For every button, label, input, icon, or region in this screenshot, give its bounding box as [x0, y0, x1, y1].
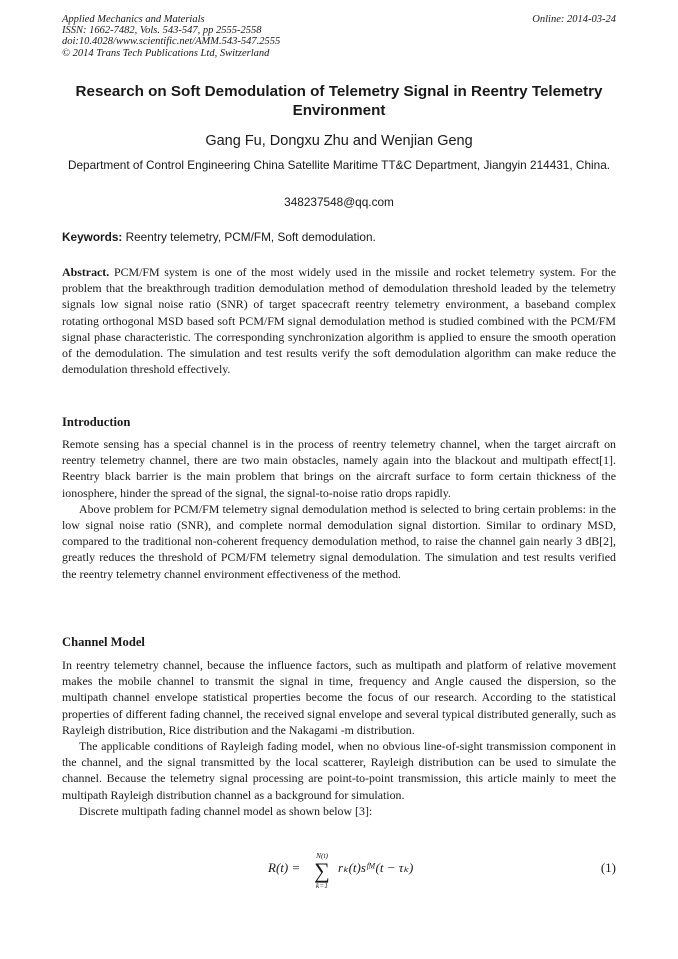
journal-meta	[62, 14, 616, 59]
abstract-label: Abstract.	[62, 265, 110, 279]
equation-number: (1)	[600, 860, 616, 875]
copyright-line: © 2014 Trans Tech Publications Ltd, Switzerland	[62, 47, 270, 59]
paper-title: Research on Soft Demodulation of Telemetry Signal in Reentry Telemetry Environment	[75, 83, 603, 119]
author-email[interactable]: 348237548@qq.com	[284, 195, 394, 209]
introduction-section	[62, 436, 616, 582]
paragraph: Above problem for PCM/FM telemetry signal demodulation method is selected to bring certain problems: in the low signal noise ratio (SNR), and complete normal demodulation signal distortion. Similar to ordinary MSD, compared to the traditional non-coherent frequency demodulation method, to raise the channel gain nearly 3 dB[2], greatly reduces the threshold of PCM/FM telemetry signal demodulation. The simulation and test results verified the reentry telemetry channel environment effectiveness of the method.	[62, 501, 616, 581]
equation-1	[62, 852, 616, 892]
channel-model-section	[62, 657, 616, 819]
sum-upper-limit: N(t)	[315, 851, 329, 860]
abstract	[62, 264, 616, 377]
keywords-line	[62, 229, 616, 245]
journal-name: Applied Mechanics and Materials	[62, 14, 205, 25]
abstract-text: PCM/FM system is one of the most widely used in the missile and rocket telemetry system. For the problem that the breakthrough tradition demodulation method of demodulation threshold leaded by the telemetry signals low signal noise ratio (SNR) of target spacecraft reentry telemetry environment, a baseband complex rotating orthogonal MSD based soft PCM/FM signal demodulation method is studied combined with the PCM/FM signal phase characteristic. The corresponding synchronization algorithm is applied to ensure the smooth operation of the demodulation. The simulation and test results verify the soft demodulation algorithm can make reduce the demodulation threshold effectively.	[62, 265, 616, 377]
keywords-label: Keywords:	[62, 230, 123, 244]
paragraph: The applicable conditions of Rayleigh fading model, when no obvious line-of-sight transmission component in the channel, and the signal transmitted by the local scatterer, Rayleigh distribution can be used to simulate the channel. Because the telemetry signal processing are point-to-point transmission, this article mainly to meet the multipath Rayleigh distribution channel as a background for simulation.	[62, 739, 616, 802]
online-date: Online: 2014-03-24	[532, 14, 616, 25]
doi-line[interactable]: doi:10.4028/www.scientific.net/AMM.543-547.2555	[62, 36, 281, 48]
keywords-text: Reentry telemetry, PCM/FM, Soft demodulation.	[125, 230, 376, 244]
author-affiliation: Department of Control Engineering China Satellite Maritime TT&C Department, Jiangyin 214431, China.	[67, 158, 611, 172]
introduction-heading: Introduction	[62, 415, 131, 429]
sigma-symbol: ∑	[314, 858, 330, 883]
sum-lower-limit: k=1	[315, 881, 329, 890]
equation-rhs: rₖ(t)sᶠᴹ(t − τₖ)	[338, 860, 414, 875]
paragraph: Remote sensing has a special channel is in the process of reentry telemetry channel, when the target aircraft on reentry telemetry channel, there are two main obstacles, namely again into the blackout and multipath effect[1]. Reentry black barrier is the main problem that brings on the aircraft surface to form certain thickness of the ionosphere, hinder the spread of the signal, the signal-to-noise ratio drops rapidly.	[62, 437, 616, 500]
summation	[310, 852, 334, 890]
channel-model-heading: Channel Model	[62, 635, 145, 649]
paper-authors: Gang Fu, Dongxu Zhu and Wenjian Geng	[205, 133, 473, 149]
paragraph: Discrete multipath fading channel model as shown below [3]:	[79, 803, 373, 818]
paragraph: In reentry telemetry channel, because the influence factors, such as multipath and platform of relative movement makes the mobile channel to transmit the signal in time, frequency and Angle caused the dispersion, so the multipath channel envelope statistical properties become the focus of our research. According to the statistical properties of different fading channel, the received signal envelope and several typical distributed generally, such as Rayleigh distribution, Rice distribution and the Nakagami -m distribution.	[62, 658, 616, 737]
equation-lhs: R(t) =	[268, 860, 301, 875]
issn-line: ISSN: 1662-7482, Vols. 543-547, pp 2555-2558	[62, 25, 262, 37]
